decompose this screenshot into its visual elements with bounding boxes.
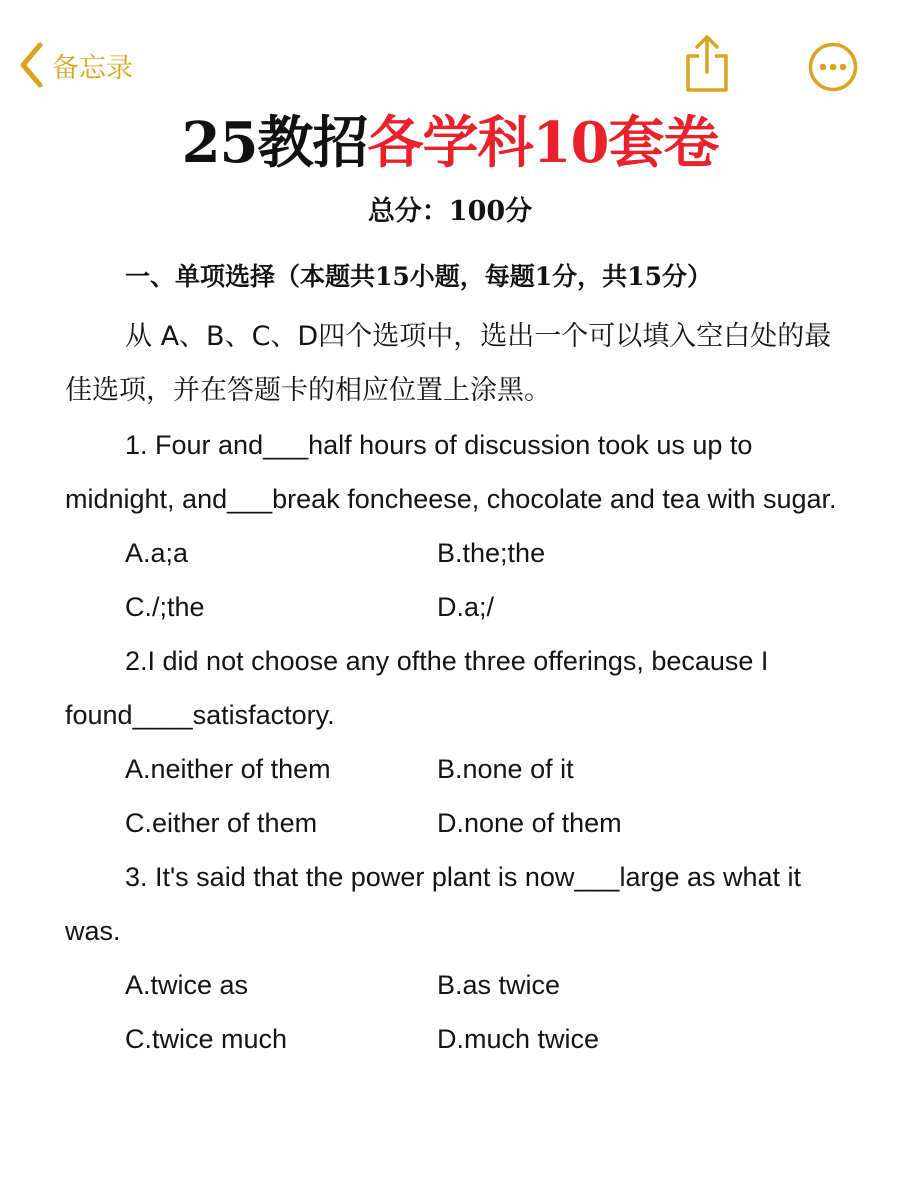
question-options [65, 796, 855, 850]
instructions: 从 A、B、C、D四个选项中，选出一个可以填入空白处的最佳选项，并在答题卡的相应位置上涂黑。 [65, 321, 832, 406]
option-a: A.a;a [125, 538, 189, 568]
question-options [65, 1012, 855, 1066]
section-heading: 一、单项选择（本题共15小题，每题1分，共15分） [125, 262, 712, 291]
top-nav-bar [0, 0, 900, 120]
option-a: A.neither of them [125, 754, 331, 784]
option-c: C.either of them [125, 808, 318, 838]
option-b: B.none of it [437, 754, 574, 784]
share-button[interactable] [682, 34, 732, 94]
share-icon [682, 34, 732, 94]
question-options [65, 580, 855, 634]
back-button[interactable] [18, 42, 133, 88]
option-b: B.as twice [437, 970, 561, 1000]
option-a: A.twice as [125, 970, 249, 1000]
title-part-black: 25教招 [181, 110, 368, 176]
note-content [65, 310, 855, 1066]
option-d: D.none of them [437, 808, 622, 838]
more-options-button[interactable] [808, 42, 858, 92]
more-icon [808, 42, 858, 92]
option-c: C.twice much [125, 1024, 288, 1054]
total-score: 总分：100分 [367, 196, 533, 227]
question-stem: 2.I did not choose any ofthe three offerings, because I found____satisfactory. [65, 646, 769, 730]
question-options [65, 742, 855, 796]
question-options [65, 526, 855, 580]
page-title [0, 108, 900, 178]
option-c: C./;the [125, 592, 205, 622]
question-stem: 3. It's said that the power plant is now___large as what it was. [65, 862, 802, 946]
option-b: B.the;the [437, 538, 546, 568]
back-label: 备忘录 [52, 52, 133, 84]
chevron-left-icon [18, 42, 44, 88]
question-stem: 1. Four and___half hours of discussion took us up to midnight, and___break foncheese, chocolate and tea with sugar. [65, 430, 837, 514]
question-options [65, 958, 855, 1012]
title-part-red: 各学科10套卷 [367, 110, 719, 176]
option-d: D.much twice [437, 1024, 600, 1054]
option-d: D.a;/ [437, 592, 495, 622]
